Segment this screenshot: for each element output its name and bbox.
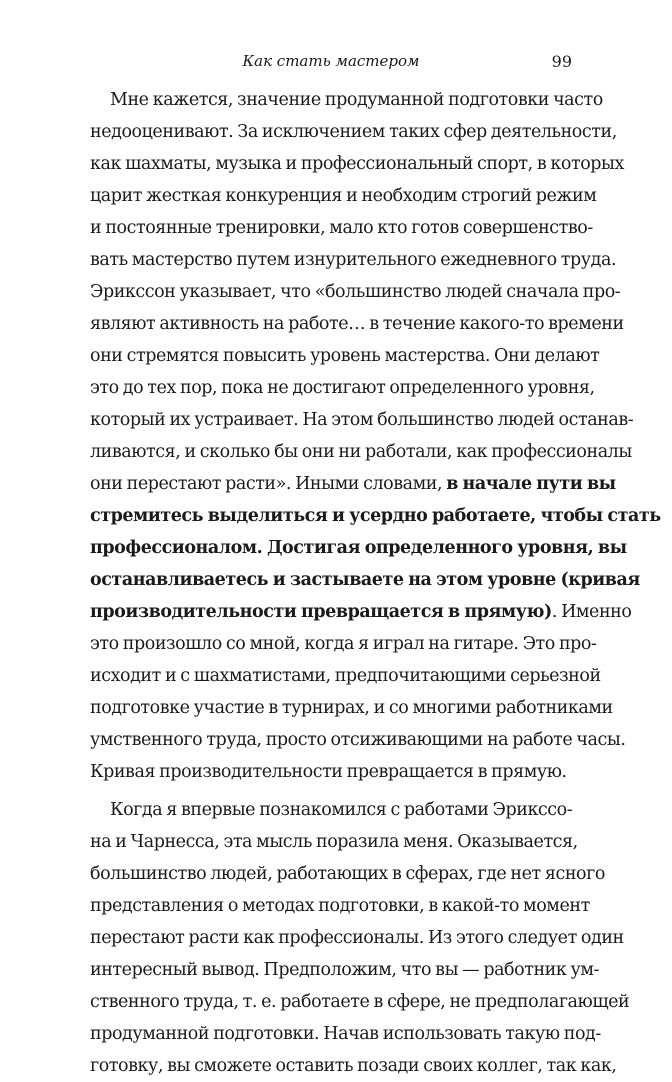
emphasis-text: в начале пути вы bbox=[446, 474, 616, 494]
text-line: продуманной подготовки. Начав использовать такую под- bbox=[90, 1024, 601, 1044]
text-line: они стремятся повысить уровень мастерства. Они делают bbox=[90, 346, 600, 366]
text-line: ливаются, и сколько бы они ни работали, как профессионалы bbox=[90, 442, 632, 462]
text-line: как шахматы, музыка и профессиональный спорт, в которых bbox=[90, 154, 624, 174]
text-line: который их устраивает. На этом большинство людей останав- bbox=[90, 410, 634, 430]
text-line: Кривая производительности превращается в прямую. bbox=[90, 762, 567, 782]
text-line: царит жесткая конкуренция и необходим строгий режим bbox=[90, 186, 597, 206]
text-line: недооценивают. За исключением таких сфер деятельности, bbox=[90, 122, 617, 142]
text-line bbox=[90, 468, 616, 500]
text-line: умственного труда, просто отсиживающими на работе часы. bbox=[90, 730, 626, 750]
text-line: ственного труда, т. е. работаете в сфере, не предполагающей bbox=[90, 992, 630, 1012]
text-line: подготовке участие в турнирах, и со многими работниками bbox=[90, 698, 613, 718]
text-line bbox=[90, 532, 627, 564]
running-head bbox=[90, 52, 572, 76]
text-line: это произошло со мной, когда я играл на гитаре. Это про- bbox=[90, 634, 597, 654]
text-line: представления о методах подготовки, в какой-то момент bbox=[90, 896, 590, 916]
page-number: 99 bbox=[551, 52, 572, 71]
text-line: перестают расти как профессионалы. Из этого следует один bbox=[90, 928, 624, 948]
text-line: это до тех пор, пока не достигают определенного уровня, bbox=[90, 378, 595, 398]
emphasis-text: производительности превращается в прямую) bbox=[90, 602, 552, 622]
text-line: интересный вывод. Предположим, что вы — работник ум- bbox=[90, 960, 599, 980]
text-line: Эриксcон указывает, что «большинство людей сначала про- bbox=[90, 282, 621, 302]
text-line: на и Чарнесса, эта мысль поразила меня. Оказывается, bbox=[90, 832, 578, 852]
text-line: Мне кажется, значение продуманной подготовки часто bbox=[110, 90, 603, 110]
text-run: . Именно bbox=[551, 602, 632, 622]
text-line: Когда я впервые познакомился с работами Эриксcо- bbox=[110, 800, 573, 820]
text-line bbox=[90, 596, 632, 628]
body-text bbox=[90, 84, 661, 1082]
running-title: Как стать мастером bbox=[242, 52, 420, 70]
text-line bbox=[90, 500, 661, 532]
text-line: готовку, вы сможете оставить позади своих коллег, так как, bbox=[90, 1056, 617, 1076]
text-line: исходит и с шахматистами, предпочитающими серьезной bbox=[90, 666, 601, 686]
text-line: и постоянные тренировки, мало кто готов совершенство- bbox=[90, 218, 593, 238]
text-line bbox=[90, 564, 640, 596]
emphasis-text: останавливаетесь и застываете на этом уровне (кривая bbox=[90, 570, 640, 590]
text-line: являют активность на работе… в течение какого-то времени bbox=[90, 314, 624, 334]
text-line: большинство людей, работающих в сферах, где нет ясного bbox=[90, 864, 605, 884]
text-run: они перестают расти». Иными словами, bbox=[90, 474, 447, 494]
emphasis-text: профессионалом. Достигая определенного уровня, вы bbox=[90, 538, 627, 558]
text-line: вать мастерство путем изнурительного ежедневного труда. bbox=[90, 250, 617, 270]
emphasis-text: стремитесь выделиться и усердно работаете, чтобы стать bbox=[90, 506, 661, 526]
